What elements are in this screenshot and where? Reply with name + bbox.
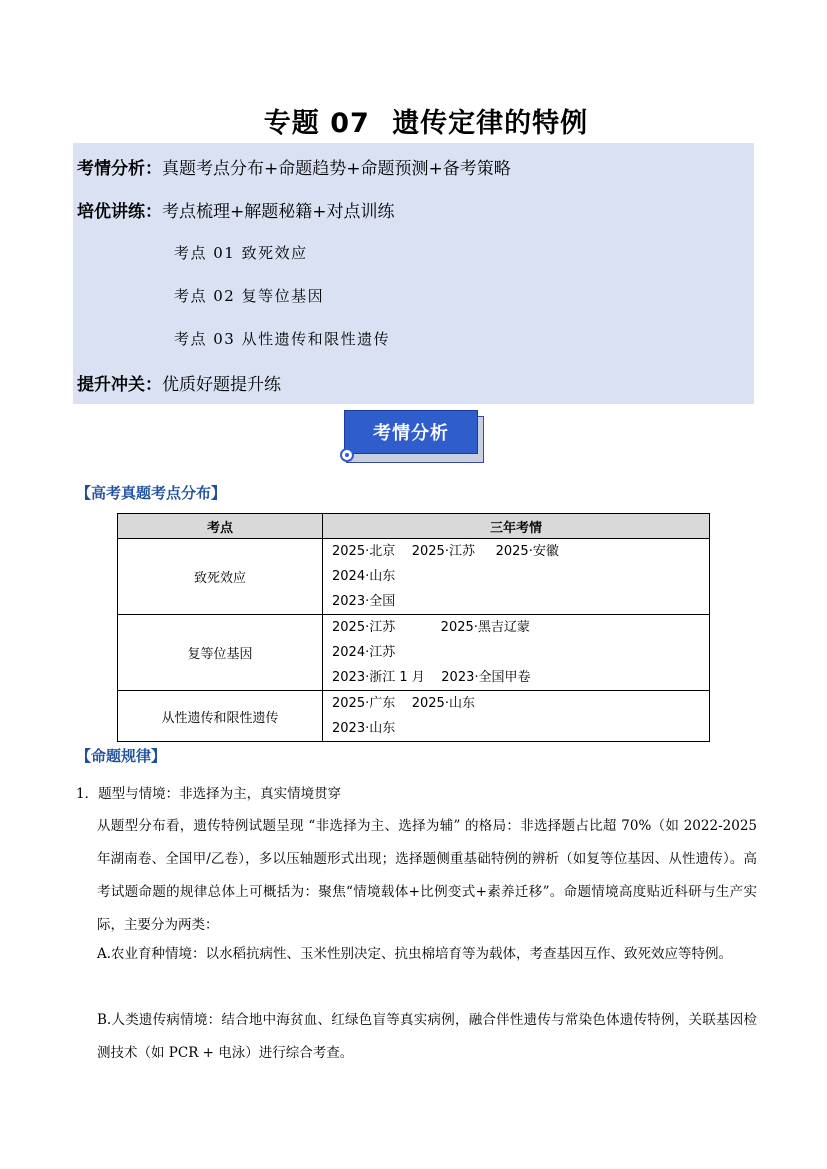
row-years [323, 615, 710, 691]
row-point: 复等位基因 [118, 615, 323, 691]
rule-paragraph-1: 从题型分布看，遗传特例试题呈现 “非选择为主、选择为辅” 的格局：非选择题占比超 70%（如 2022-2025 年湖南卷、全国甲/乙卷），多以压轴题形式出现；选择题侧重基础特例的辨析（如复等位基因、从性遗传）。高考试题命题的规律总体上可概括为：聚焦“情境载体+比例变式+素养迁移”。命题情境高度贴近科研与生产实际，主要分为两类： [97, 818, 757, 933]
title-main: 遗传定律的特例 [392, 108, 589, 139]
row-years [323, 539, 710, 615]
header-point: 考点 [118, 514, 323, 539]
year-line: 2025·广东 2025·山东 [332, 696, 475, 711]
exam-distribution-table [117, 513, 710, 742]
row-years [323, 691, 710, 742]
toc-training-label: 培优讲练： [77, 202, 162, 222]
toc-analysis-label: 考情分析： [77, 159, 162, 179]
toc-boost [77, 370, 281, 395]
toc-point-2: 考点 02 复等位基因 [174, 287, 325, 305]
header-years: 三年考情 [323, 514, 710, 539]
year-line: 2025·江苏 2025·黑吉辽蒙 [332, 620, 530, 635]
toc-box [73, 143, 754, 404]
row-point: 从性遗传和限性遗传 [118, 691, 323, 742]
year-line: 2023·浙江 1 月 2023·全国甲卷 [332, 670, 531, 685]
table-header-row [118, 514, 710, 539]
rule-heading: 【命题规律】 [76, 747, 167, 765]
table-row [118, 539, 710, 615]
row-point: 致死效应 [118, 539, 323, 615]
rule-paragraph-2: A.农业育种情境：以水稻抗病性、玉米性别决定、抗虫棉培育等为载体，考查基因互作、致死效应等特例。 [97, 946, 733, 962]
banner-label: 考情分析 [344, 410, 478, 454]
table-row [118, 691, 710, 742]
title-prefix: 专题 07 [263, 108, 370, 139]
page-title [0, 101, 827, 140]
banner-dot-icon [340, 448, 354, 462]
toc-point-1: 考点 01 致死效应 [174, 244, 308, 262]
year-line: 2023·全国 [332, 594, 396, 609]
year-line: 2024·山东 [332, 569, 396, 584]
year-line: 2024·江苏 [332, 645, 396, 660]
section-banner [340, 410, 484, 465]
toc-boost-text: 优质好题提升练 [162, 375, 281, 395]
toc-boost-label: 提升冲关： [77, 375, 162, 395]
toc-training-text: 考点梳理+解题秘籍+对点训练 [162, 202, 395, 222]
rule-item-1-title: 1．题型与情境：非选择为主，真实情境贯穿 [76, 786, 342, 802]
dist-heading: 【高考真题考点分布】 [76, 484, 227, 502]
rule-paragraph-3: B.人类遗传病情境：结合地中海贫血、红绿色盲等真实病例，融合伴性遗传与常染色体遗传特例，关联基因检测技术（如 PCR + 电泳）进行综合考查。 [97, 1012, 757, 1061]
toc-analysis [77, 154, 511, 179]
toc-training [77, 197, 395, 222]
year-line: 2023·山东 [332, 721, 396, 736]
toc-analysis-text: 真题考点分布+命题趋势+命题预测+备考策略 [162, 159, 511, 179]
toc-point-3: 考点 03 从性遗传和限性遗传 [174, 330, 391, 348]
year-line: 2025·北京 2025·江苏 2025·安徽 [332, 544, 559, 559]
table-row [118, 615, 710, 691]
